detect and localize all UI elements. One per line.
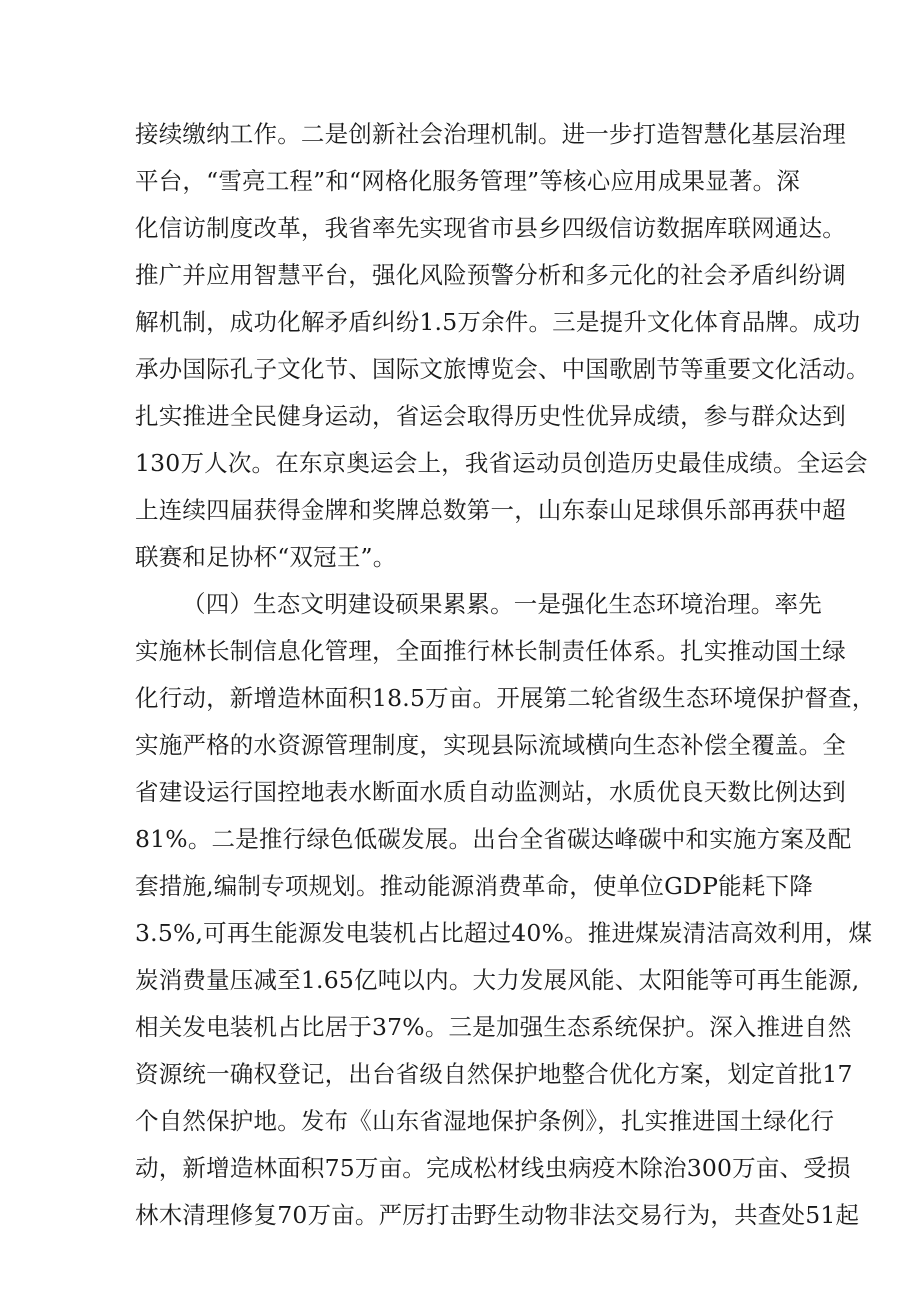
text-line-7: 扎实推进全民健身运动，省运会取得历史性优异成绩，参与群众达到	[135, 402, 846, 430]
text-line-15: 省建设运行国控地表水断面水质自动监测站，水质优良天数比例达到	[135, 778, 846, 806]
text-line-5: 解机制，成功化解矛盾纠纷1.5万余件。三是提升文化体育品牌。成功	[135, 308, 861, 336]
text-line-2: 平台，“雪亮工程”和“网格化服务管理”等核心应用成果显著。深	[135, 167, 801, 195]
text-line-19: 炭消费量压减至1.65亿吨以内。大力发展风能、太阳能等可再生能源,	[135, 966, 860, 994]
text-line-16: 81%。二是推行绿色低碳发展。出台全省碳达峰碳中和实施方案及配	[135, 825, 852, 853]
text-line-21: 资源统一确权登记，出台省级自然保护地整合优化方案，划定首批17	[135, 1060, 853, 1088]
text-line-24: 林木清理修复70万亩。严厉打击野生动物非法交易行为，共查处51起	[135, 1201, 860, 1229]
text-line-9: 上连续四届获得金牌和奖牌总数第一，山东泰山足球俱乐部再获中超	[135, 496, 846, 524]
text-line-8: 130万人次。在东京奥运会上，我省运动员创造历史最佳成绩。全运会	[135, 449, 868, 477]
text-line-1: 接续缴纳工作。二是创新社会治理机制。进一步打造智慧化基层治理	[135, 120, 846, 148]
text-line-3: 化信访制度改革，我省率先实现省市县乡四级信访数据库联网通达。	[135, 214, 846, 242]
text-line-18: 3.5%,可再生能源发电装机占比超过40%。推进煤炭清洁高效利用，煤	[135, 919, 873, 947]
text-line-23: 动，新增造林面积75万亩。完成松材线虫病疫木除治300万亩、受损	[135, 1154, 851, 1182]
text-line-14: 实施严格的水资源管理制度，实现县际流域横向生态补偿全覆盖。全	[135, 731, 846, 759]
text-line-13: 化行动，新增造林面积18.5万亩。开展第二轮省级生态环境保护督查，	[135, 684, 876, 712]
text-line-22: 个自然保护地。发布《山东省湿地保护条例》，扎实推进国土绿化行	[135, 1107, 835, 1135]
text-line-4: 推广并应用智慧平台，强化风险预警分析和多元化的社会矛盾纠纷调	[135, 261, 846, 289]
text-line-12: 实施林长制信息化管理，全面推行林长制责任体系。扎实推动国土绿	[135, 637, 846, 665]
text-line-6: 承办国际孔子文化节、国际文旅博览会、中国歌剧节等重要文化活动。	[135, 355, 870, 383]
text-line-20: 相关发电装机占比居于37%。三是加强生态系统保护。深入推进自然	[135, 1013, 852, 1041]
section-heading-line: （四）生态文明建设硕果累累。一是强化生态环境治理。率先	[182, 590, 822, 618]
text-line-17: 套措施,编制专项规划。推动能源消费革命，使单位GDP能耗下降	[135, 872, 813, 900]
text-line-10: 联赛和足协杯“双冠王”。	[135, 543, 397, 571]
